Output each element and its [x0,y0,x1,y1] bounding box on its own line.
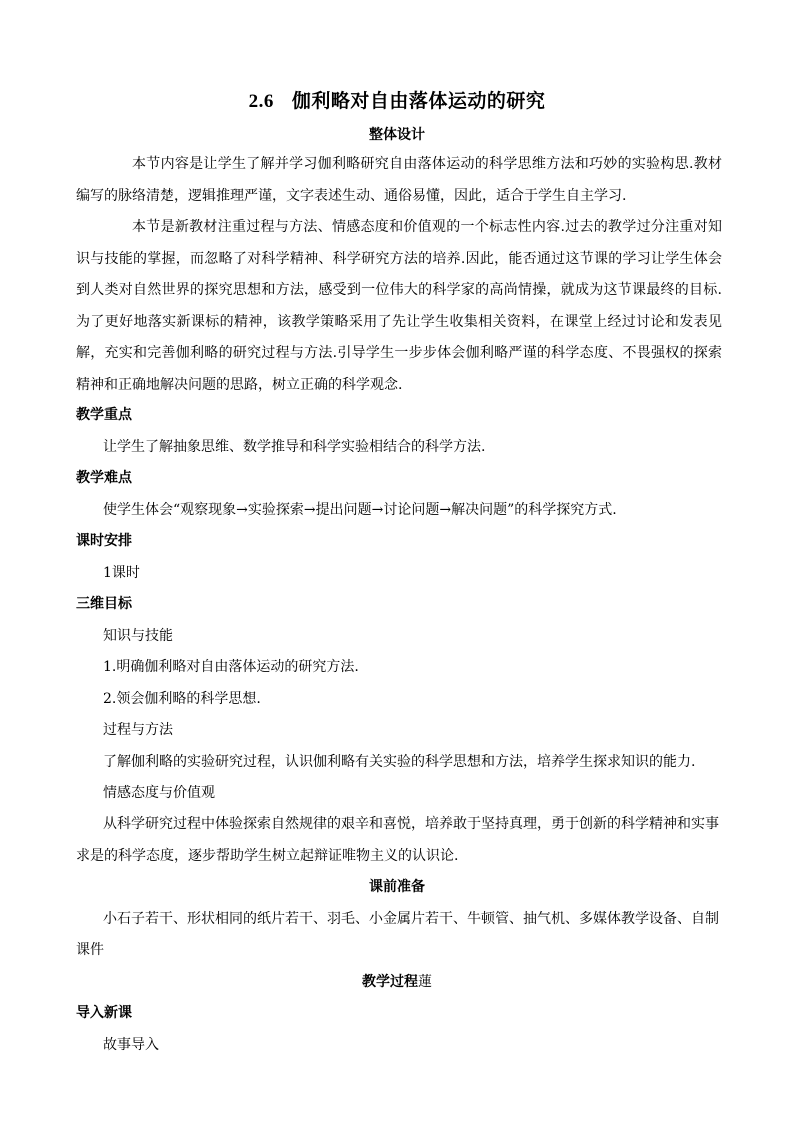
goals-item-1: 1.明确伽利略对自由落体运动的研究方法. [103,659,359,675]
goals-emotion-subheading: 情感态度与价值观 [103,785,215,801]
preparation-line-1: 小石子若干、形状相同的纸片若干、羽毛、小金属片若干、牛顿管、抽气机、多媒体教学设备、自制 [103,911,719,927]
goals-heading: 三维目标 [76,596,132,612]
key-points-heading: 教学重点 [76,407,132,423]
process-heading-text: 教学过程 [362,974,418,990]
preparation-heading: 课前准备 [369,879,425,895]
process-heading-mark: 蓮 [418,974,432,990]
process-heading [0,971,794,991]
difficulties-text: 使学生体会“观察现象→实验探索→提出问题→讨论问题→解决问题”的科学探究方式. [103,502,617,518]
intro-text: 故事导入 [103,1037,159,1053]
preparation-line-2: 课件 [76,942,104,958]
schedule-text: 1课时 [103,565,140,581]
goals-item-2: 2.领会伽利略的科学思想. [103,691,261,707]
goals-process-text: 了解伽利略的实验研究过程，认识伽利略有关实验的科学思想和方法，培养学生探求知识的能力. [103,754,696,770]
goals-emotion-line-2: 求是的科学态度，逐步帮助学生树立起辩证唯物主义的认识论. [76,848,459,864]
page-title [0,86,794,113]
goals-emotion-line-1: 从科学研究过程中体验探索自然规律的艰辛和喜悦，培养敢于坚持真理，勇于创新的科学精神和实事 [103,816,719,832]
key-points-text: 让学生了解抽象思维、数学推导和科学实验相结合的科学方法. [103,439,486,455]
schedule-heading: 课时安排 [76,533,132,549]
difficulties-heading: 教学难点 [76,470,132,486]
goals-process-subheading: 过程与方法 [103,722,173,738]
intro-heading: 导入新课 [76,1005,132,1021]
section-number: 2.6 [248,91,274,112]
goals-knowledge-subheading: 知识与技能 [103,628,173,644]
section-title: 伽利略对自由落体运动的研究 [291,90,546,112]
overall-design-heading: 整体设计 [369,127,425,143]
overall-design-paragraph-2: 本节是新教材注重过程与方法、情感态度和价值观的一个标志性内容.过去的教学过分注重对知识与技能的掌握，而忽略了对科学精神、科学研究方法的培养.因此，能否通过这节课的学习让学生体会到人类对自然世界的探究思想和方法，感受到一位伟大的科学家的高尚情操，就成为这节课最终的目标.为了更好地落实新课标的精神，该教学策略采用了先让学生收集相关资料，在课堂上经过讨论和发表见解，充实和完善伽利略的研究过程与方法.引导学生一步步体会伽利略严谨的科学态度、不畏强权的探索精神和正确地解决问题的思路，树立正确的科学观念. [76,219,722,393]
overall-design-paragraph-1: 本节内容是让学生了解并学习伽利略研究自由落体运动的科学思维方法和巧妙的实验构思.教材编写的脉络清楚，逻辑推理严谨，文字表述生动、通俗易懂，因此，适合于学生自主学习. [76,156,722,204]
